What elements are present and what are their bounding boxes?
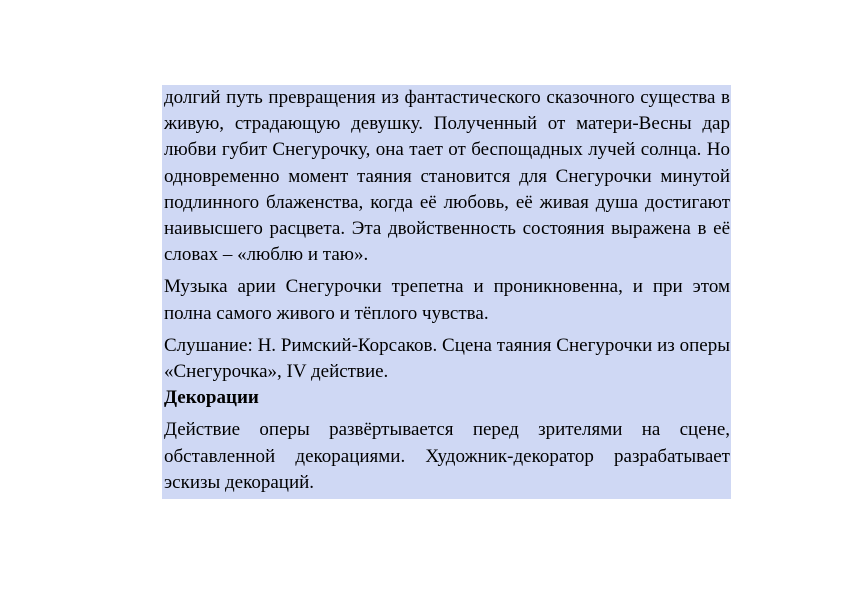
paragraph-decorations: Действие оперы развёртывается перед зрителями на сцене, обставленной декорациями. Художник-декоратор разрабатывает эскизы декораций. [164,419,730,493]
section-heading-decorations: Декорации [164,387,259,409]
paragraph-snegurochka-transformation: долгий путь превращения из фантастического сказочного существа в живую, страдающую девушку. Полученный от матери-Весны дар любви губит Снегурочку, она тает от беспощадных лучей солнца. Но одновременно момент таяния становится для Снегурочки минутой подлинного блаженства, когда её любовь, её живая душа достигают наивысшего расцвета. Эта двойственность состояния выражена в её словах – «люблю и таю». [164,87,730,266]
highlighted-text-block [162,85,731,499]
paragraph-aria-music: Музыка арии Снегурочки трепетна и проникновенна, и при этом полна самого живого и тёплого чувства. [164,276,730,324]
paragraph-listening: Слушание: Н. Римский-Корсаков. Сцена таяния Снегурочки из оперы «Снегурочка», IV действие. [164,334,730,383]
